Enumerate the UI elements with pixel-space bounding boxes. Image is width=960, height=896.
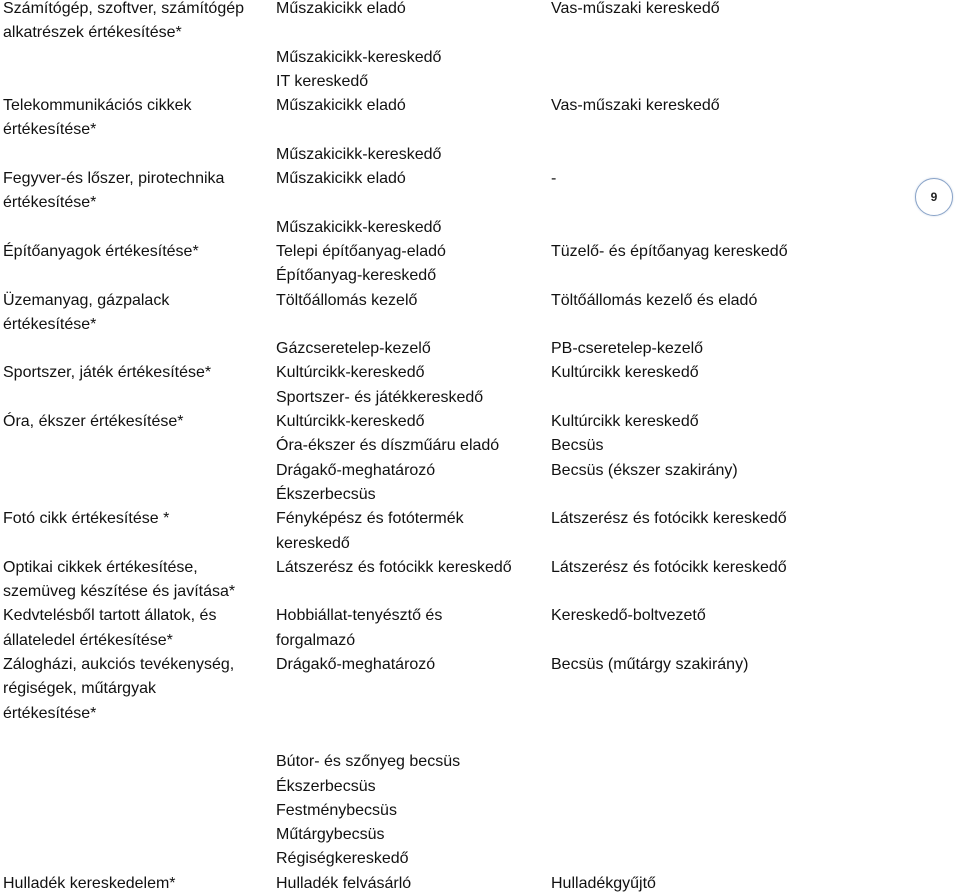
col1-line: értékesítése* [3, 194, 97, 212]
col1-line: alkatrészek értékesítése* [3, 24, 182, 42]
col1-line: régiségek, műtárgyak [3, 680, 156, 698]
col3-line [551, 313, 951, 337]
col2-line: Kultúrcikk-kereskedő [276, 364, 425, 382]
col1-line [3, 750, 271, 774]
col2-line [276, 191, 548, 215]
col1-line: Óra, ékszer értékesítése* [3, 413, 184, 431]
col2-line: Óra-ékszer és díszműáru eladó [276, 437, 500, 455]
col3-line [551, 629, 951, 653]
col3-line [551, 677, 951, 701]
col3-line [551, 21, 951, 45]
col3-line: Tüzelő- és építőanyag kereskedő [551, 242, 788, 260]
col2-line [276, 702, 548, 726]
col2-line [276, 21, 548, 45]
col2-line: Műszakicikk-kereskedő [276, 145, 442, 163]
col2-line [276, 118, 548, 142]
col1-line: Üzemanyag, gázpalack [3, 291, 170, 309]
col2-line: Festménybecsüs [276, 801, 397, 819]
col1-line: Fegyver-és lőszer, pirotechnika [3, 170, 225, 188]
col2-line: Műtárgybecsüs [276, 826, 385, 844]
col3-line [551, 702, 951, 726]
col2-line: Fényképész és fotótermék [276, 510, 464, 528]
col2-line [276, 726, 548, 750]
col3-line [551, 46, 951, 70]
col1-line [3, 216, 271, 240]
col3-line: Vas-műszaki kereskedő [551, 97, 720, 115]
col1-line: Hulladék kereskedelem* [3, 874, 176, 892]
page-number-badge [915, 178, 953, 216]
col2-line: Telepi építőanyag-eladó [276, 242, 446, 260]
col1-line [3, 264, 271, 288]
col3-line [551, 70, 951, 94]
col2-line: Műszakicikk-kereskedő [276, 48, 442, 66]
col3-line [551, 532, 951, 556]
col3-line [551, 118, 951, 142]
col1-line [3, 823, 271, 847]
col1-line: Sportszer, játék értékesítése* [3, 364, 212, 382]
col2-line: Kultúrcikk-kereskedő [276, 413, 425, 431]
col2-line: Ékszerbecsüs [276, 777, 376, 795]
col2-line [276, 313, 548, 337]
col3-line [551, 847, 951, 871]
col3-line [551, 799, 951, 823]
col2-line: Ékszerbecsüs [276, 485, 376, 503]
col3-line: Látszerész és fotócikk kereskedő [551, 558, 787, 576]
col1-line: értékesítése* [3, 704, 97, 722]
page-number: 9 [930, 189, 938, 204]
col1-line [3, 847, 271, 871]
col3-line [551, 750, 951, 774]
col2-line: forgalmazó [276, 631, 356, 649]
col1-line: Zálogházi, aukciós tevékenység, [3, 656, 235, 674]
col2-line: Látszerész és fotócikk kereskedő [276, 558, 512, 576]
col2-line [276, 677, 548, 701]
col3-line [551, 143, 951, 167]
col3-line [551, 483, 951, 507]
col3-line: Becsüs (ékszer szakirány) [551, 461, 738, 479]
col3-line: Töltőállomás kezelő és eladó [551, 291, 758, 309]
col2-line: Műszakicikk-kereskedő [276, 218, 442, 236]
col2-line: Műszakicikk eladó [276, 97, 406, 115]
col1-line: Kedvtelésből tartott állatok, és [3, 607, 217, 625]
col1-line: Építőanyagok értékesítése* [3, 242, 199, 260]
col2-line [276, 580, 548, 604]
col1-line: értékesítése* [3, 121, 97, 139]
col1-line [3, 434, 271, 458]
col3-line: Kereskedő-boltvezető [551, 607, 706, 625]
col2-line: Műszakicikk eladó [276, 170, 406, 188]
col1-line: Telekommunikációs cikkek [3, 97, 192, 115]
col2-line: Bútor- és szőnyeg becsüs [276, 753, 461, 771]
col1-line [3, 459, 271, 483]
activity-column [3, 0, 271, 896]
col1-line: értékesítése* [3, 315, 97, 333]
col3-line: Becsüs (műtárgy szakirány) [551, 656, 749, 674]
col3-line: Kultúrcikk kereskedő [551, 413, 699, 431]
col2-line: kereskedő [276, 534, 350, 552]
col2-line: IT kereskedő [276, 72, 369, 90]
col2-line: Töltőállomás kezelő [276, 291, 418, 309]
col2-line: Gázcseretelep-kezelő [276, 340, 431, 358]
col2-line: Hobbiállat-tenyésztő és [276, 607, 443, 625]
qualification-column [551, 0, 951, 896]
col3-line [551, 726, 951, 750]
col3-line: Becsüs [551, 437, 604, 455]
col3-line: Kultúrcikk kereskedő [551, 364, 699, 382]
col1-line [3, 386, 271, 410]
col1-line: Fotó cikk értékesítése * [3, 510, 170, 528]
col3-line: Vas-műszaki kereskedő [551, 0, 720, 17]
col3-line: PB-cseretelep-kezelő [551, 340, 704, 358]
col2-line: Régiségkereskedő [276, 850, 409, 868]
col3-line [551, 386, 951, 410]
col2-line: Sportszer- és játékkereskedő [276, 388, 484, 406]
col1-line [3, 775, 271, 799]
col3-line [551, 264, 951, 288]
col3-line: - [551, 170, 557, 188]
col1-line: Számítógép, szoftver, számítógép [3, 0, 245, 17]
col3-line: Hulladékgyűjtő [551, 874, 656, 892]
col2-line: Műszakicikk eladó [276, 0, 406, 17]
col2-line: Hulladék felvásárló [276, 874, 412, 892]
col3-line [551, 823, 951, 847]
col2-line: Drágakő-meghatározó [276, 656, 436, 674]
col1-line: szemüveg készítése és javítása* [3, 583, 236, 601]
col1-line [3, 532, 271, 556]
col1-line: állateledel értékesítése* [3, 631, 173, 649]
col1-line [3, 337, 271, 361]
col1-line [3, 799, 271, 823]
col2-line: Drágakő-meghatározó [276, 461, 436, 479]
col3-line: Látszerész és fotócikk kereskedő [551, 510, 787, 528]
col1-line [3, 726, 271, 750]
col1-line: Optikai cikkek értékesítése, [3, 558, 198, 576]
col1-line [3, 483, 271, 507]
occupation-column [276, 0, 548, 896]
col3-line [551, 216, 951, 240]
col1-line [3, 46, 271, 70]
col1-line [3, 143, 271, 167]
col3-line [551, 775, 951, 799]
col2-line: Építőanyag-kereskedő [276, 267, 437, 285]
col3-line [551, 580, 951, 604]
col3-line [551, 191, 951, 215]
col1-line [3, 70, 271, 94]
